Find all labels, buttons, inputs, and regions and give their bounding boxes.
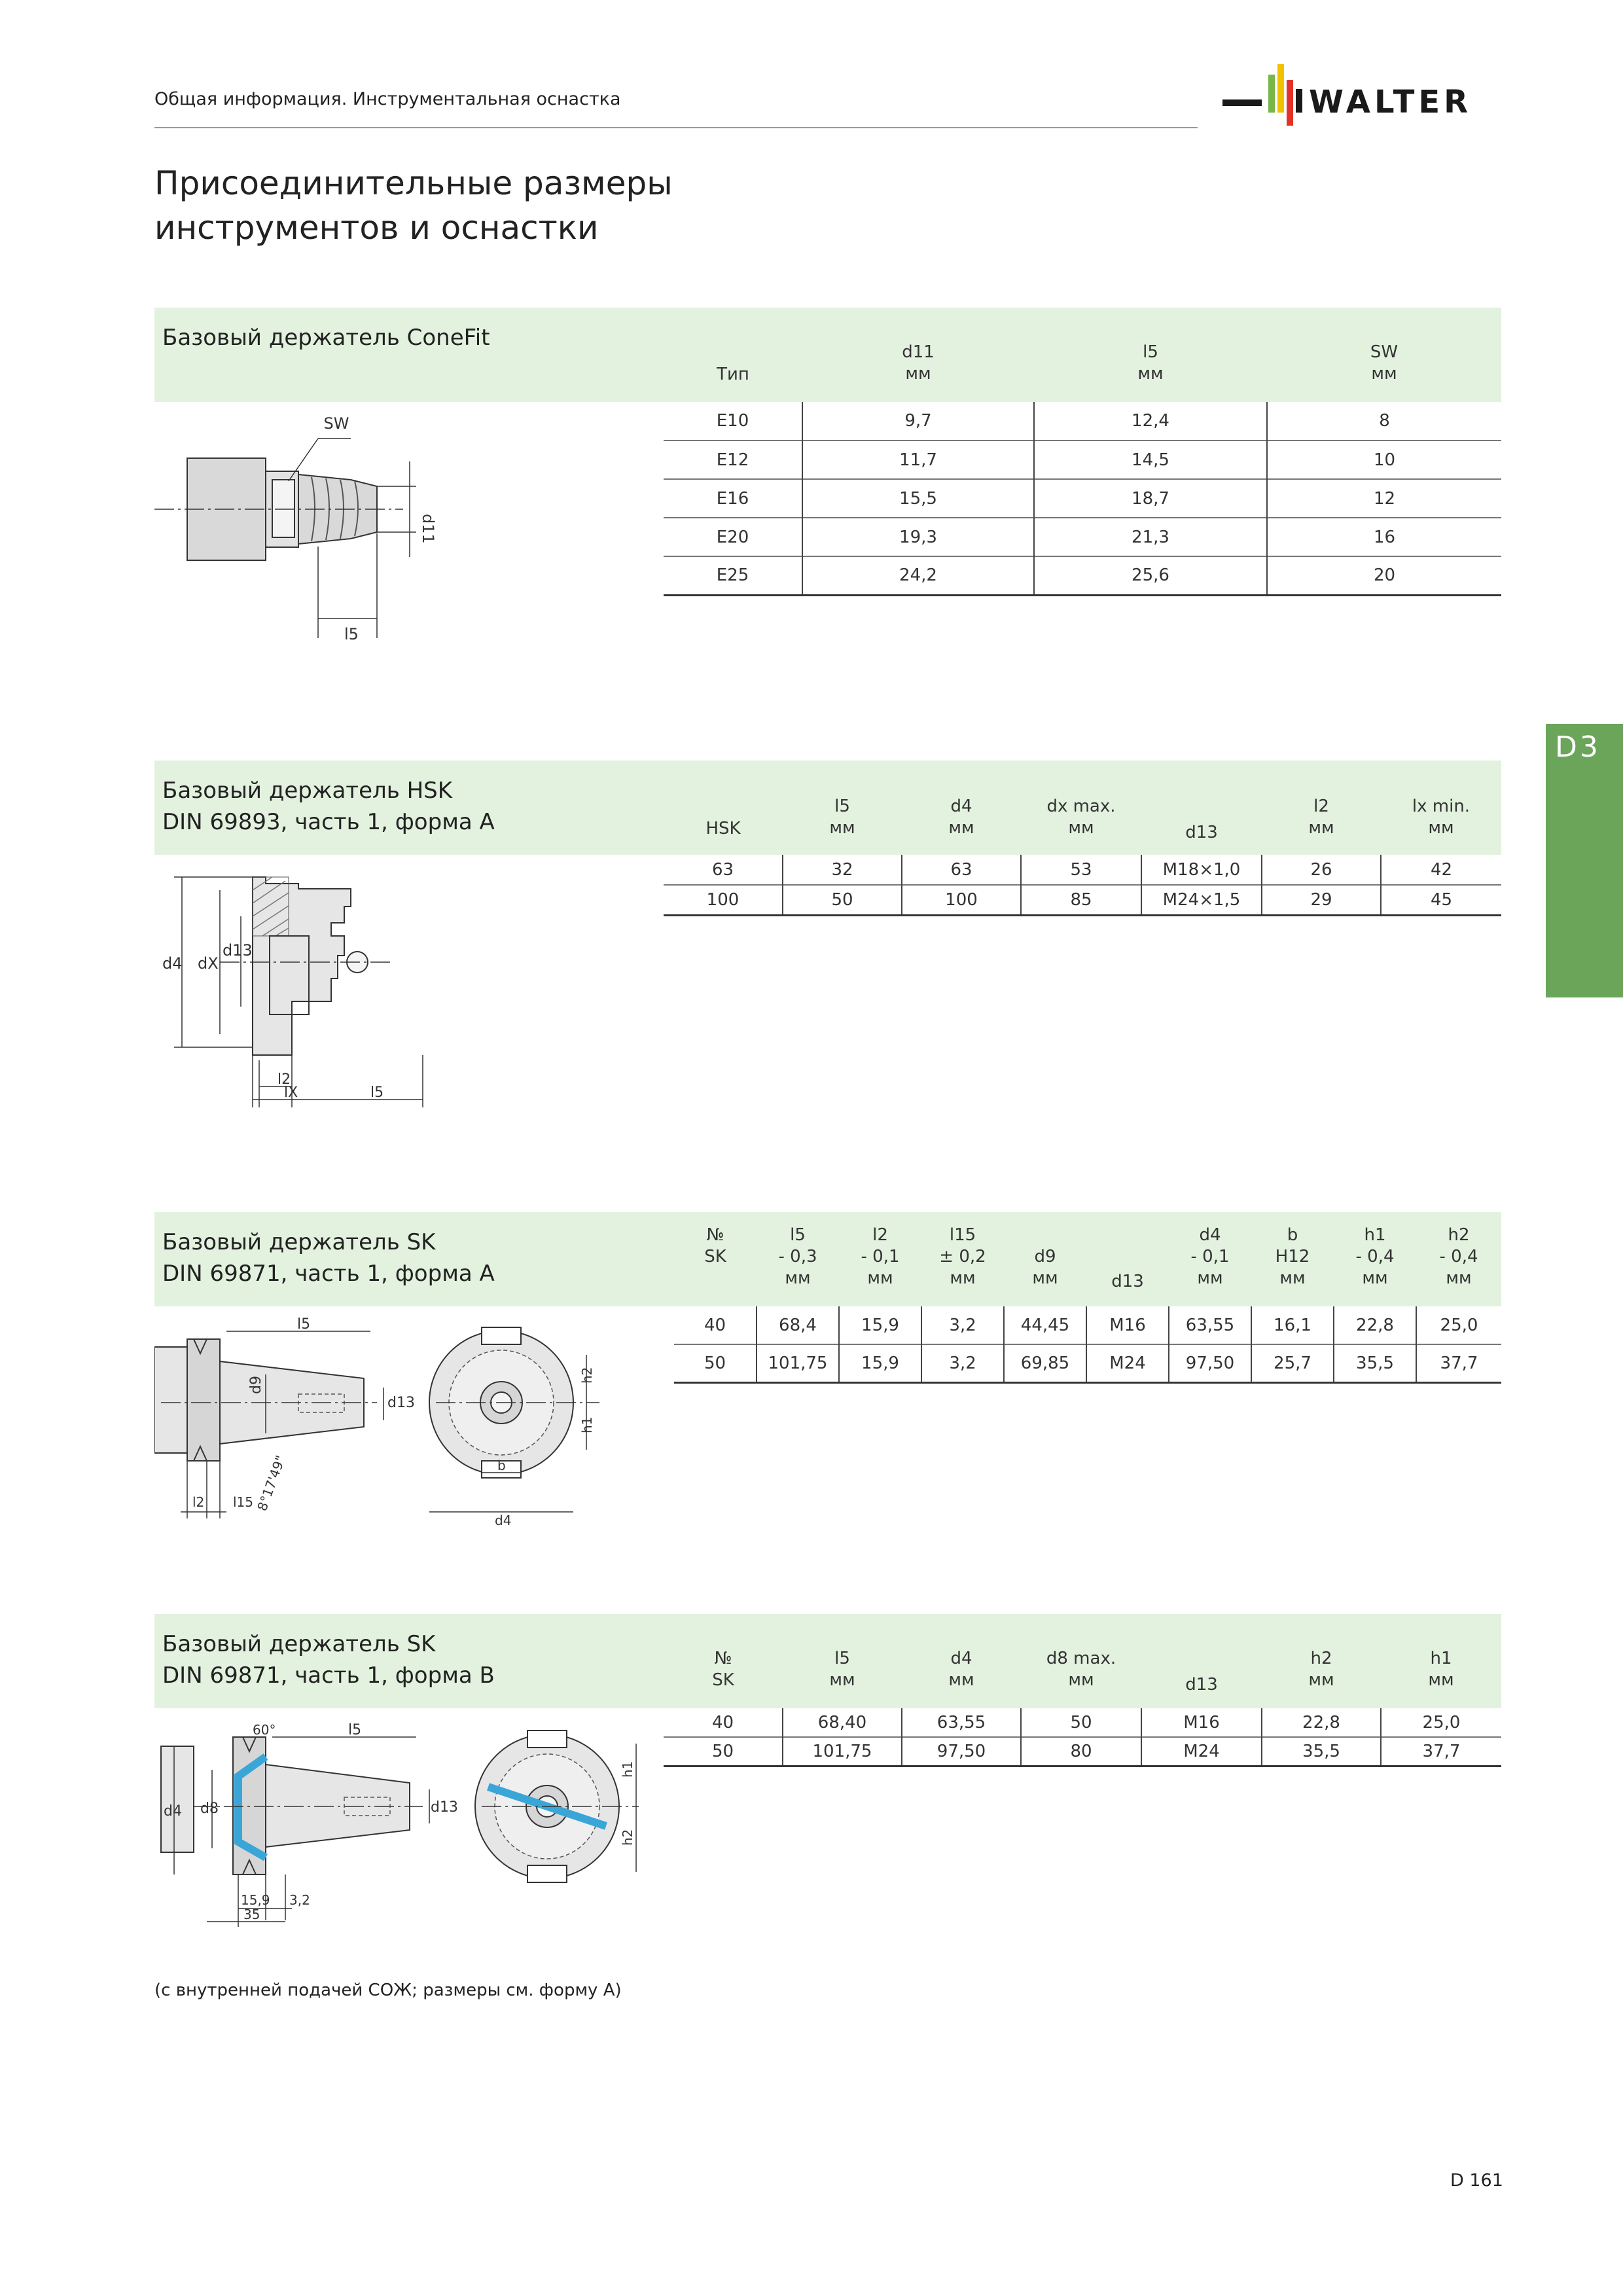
conefit-drawing-sw: SW (323, 414, 349, 433)
sk-a-drawing-d9: d9 (248, 1376, 264, 1394)
chapter-tab (1546, 724, 1623, 997)
sk-b-header-6: h1 мм (1428, 1649, 1454, 1690)
sk-b-drawing-dim3: 35 (243, 1907, 260, 1922)
sk-a-drawing-l2: l2 (192, 1494, 205, 1510)
hsk-drawing (154, 864, 455, 1113)
hsk-header-d13: d13 (1185, 823, 1218, 842)
table-row: 50 101,75 15,9 3,2 69,85 M24 97,50 25,7 35,5 37,7 (674, 1344, 1501, 1382)
table-row: 50 101,75 97,50 80 M24 35,5 37,7 (664, 1737, 1501, 1766)
walter-logo (1222, 60, 1500, 132)
sk-b-header-0: № SK (712, 1649, 734, 1690)
page-title-line2: инструментов и оснастки (154, 209, 599, 247)
sk-a-drawing-h2: h2 (579, 1367, 595, 1384)
sk-b-header-4: d13 (1185, 1675, 1218, 1695)
table-row: E16 15,5 18,7 12 (664, 479, 1501, 518)
page-number: D 161 (1450, 2170, 1503, 2191)
table-row: 40 68,40 63,55 50 M16 22,8 25,0 (664, 1708, 1501, 1737)
sk-a-drawing-b: b (497, 1458, 506, 1473)
sk-b-drawing-d13: d13 (431, 1799, 458, 1816)
hsk-drawing-d4: d4 (162, 954, 183, 973)
hsk-header-l2: l2 мм (1308, 797, 1334, 838)
sk-a-title: Базовый держатель SK DIN 69871, часть 1, форма А (162, 1229, 495, 1287)
table-row: 40 68,4 15,9 3,2 44,45 M16 63,55 16,1 22,8 25,0 (674, 1306, 1501, 1344)
chapter-tab-label: D3 (1555, 730, 1601, 764)
table-row: E10 9,7 12,4 8 (664, 402, 1501, 440)
conefit-drawing-l5: l5 (344, 625, 359, 643)
sk-a-drawing-l5: l5 (297, 1316, 311, 1333)
hsk-header-dx: dx max. мм (1046, 797, 1116, 838)
sk-b-table (664, 1708, 1501, 1767)
hsk-drawing-d13: d13 (223, 941, 253, 960)
sk-b-drawing-dim1: 15,9 (241, 1892, 270, 1908)
sk-a-drawing-d4: d4 (495, 1513, 512, 1528)
hsk-header-lx: lx min. мм (1412, 797, 1471, 838)
conefit-header-l5: l5 мм (1137, 342, 1164, 384)
hsk-table (664, 855, 1501, 916)
conefit-drawing (154, 409, 534, 645)
sk-a-header-2: l2 - 0,1 мм (861, 1225, 900, 1288)
sk-a-header-7: b H12 мм (1275, 1225, 1310, 1288)
table-row: E25 24,2 25,6 20 (664, 556, 1501, 595)
sk-b-drawing-h1: h1 (620, 1761, 635, 1778)
sk-a-drawing-angle: 8°17'49" (254, 1453, 289, 1513)
hsk-header-hsk: HSK (705, 819, 741, 838)
sk-b-header-5: h2 мм (1308, 1649, 1334, 1690)
table-row: 100 50 100 85 M24×1,5 29 45 (664, 885, 1501, 915)
sk-a-header-8: h1 - 0,4 мм (1355, 1225, 1395, 1288)
sk-a-header-1: l5 - 0,3 мм (778, 1225, 817, 1288)
sk-b-header-3: d8 max. мм (1046, 1649, 1116, 1690)
hsk-drawing-lx: lX (284, 1085, 298, 1101)
conefit-title: Базовый держатель ConeFit (162, 325, 490, 351)
table-row: 63 32 63 53 M18×1,0 26 42 (664, 855, 1501, 885)
sk-b-drawing-h2: h2 (620, 1829, 635, 1846)
page-title-line1: Присоединительные размеры (154, 164, 673, 202)
conefit-header-sw: SW мм (1370, 342, 1399, 384)
conefit-header-type: Тип (717, 365, 749, 384)
hsk-title: Базовый держатель HSK DIN 69893, часть 1, форма А (162, 778, 495, 835)
sk-a-header-3: l15 ± 0,2 мм (939, 1225, 986, 1288)
logo-text: WALTER (1309, 84, 1472, 120)
conefit-header-d11: d11 мм (902, 342, 935, 384)
hsk-drawing-l2: l2 (277, 1071, 291, 1088)
sk-a-header-6: d4 - 0,1 мм (1190, 1225, 1230, 1288)
sk-b-drawing-d4: d4 (164, 1803, 182, 1820)
sk-a-drawing-l15: l15 (233, 1494, 254, 1510)
conefit-table (664, 402, 1501, 596)
sk-a-header-0: № SK (704, 1225, 726, 1266)
table-row: E20 19,3 21,3 16 (664, 518, 1501, 556)
hsk-drawing-l5: l5 (370, 1085, 384, 1101)
page-title (154, 161, 673, 250)
hsk-header-d4: d4 мм (948, 797, 974, 838)
hsk-header-l5: l5 мм (829, 797, 855, 838)
sk-a-table (674, 1306, 1501, 1384)
header-divider (154, 127, 1198, 128)
sk-b-header-2: d4 мм (948, 1649, 974, 1690)
sk-b-title: Базовый держатель SK DIN 69871, часть 1, форма В (162, 1631, 495, 1689)
sk-a-drawing (154, 1316, 639, 1532)
sk-a-header-9: h2 - 0,4 мм (1439, 1225, 1478, 1288)
sk-a-header-4: d9 мм (1032, 1247, 1058, 1288)
sk-b-drawing (154, 1717, 652, 1933)
hsk-drawing-dx: dX (198, 954, 219, 973)
sk-b-drawing-l5: l5 (348, 1722, 362, 1738)
sk-a-drawing-d13: d13 (387, 1395, 415, 1411)
footnote: (с внутренней подачей СОЖ; размеры см. форму А) (154, 1981, 622, 2000)
sk-b-header-1: l5 мм (829, 1649, 855, 1690)
sk-a-header-5: d13 (1111, 1272, 1144, 1291)
sk-b-drawing-angle: 60° (253, 1722, 276, 1738)
conefit-drawing-d11: d11 (419, 514, 437, 544)
sk-b-drawing-d8: d8 (200, 1801, 219, 1817)
sk-b-drawing-dim2: 3,2 (289, 1892, 310, 1908)
sk-a-drawing-h1: h1 (579, 1416, 595, 1433)
header-section-text: Общая информация. Инструментальная оснастка (154, 89, 621, 109)
table-row: E12 11,7 14,5 10 (664, 440, 1501, 479)
